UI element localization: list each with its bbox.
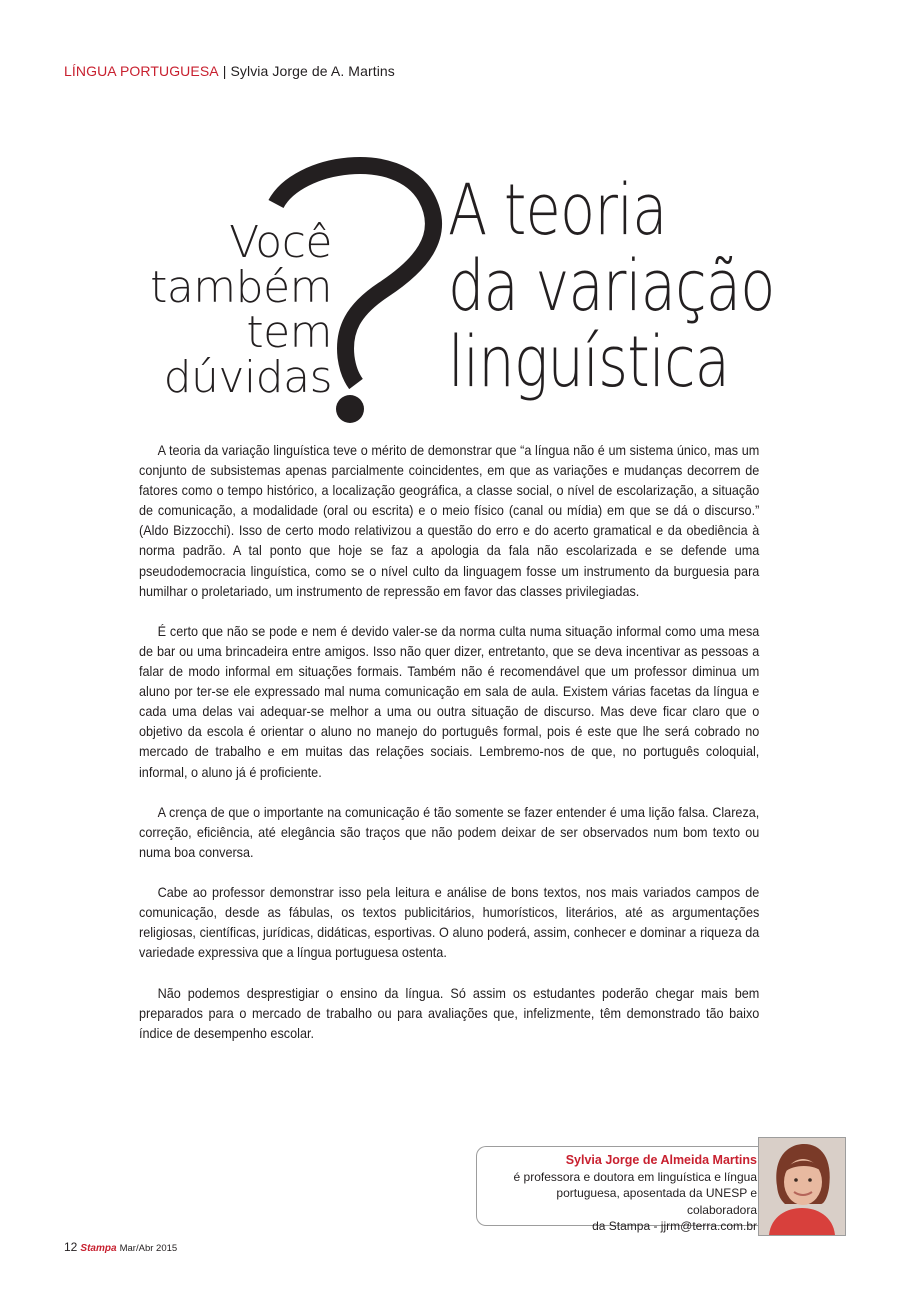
author-photo xyxy=(758,1137,846,1236)
question-mark-graphic xyxy=(258,152,448,442)
article-paragraph: A teoria da variação linguística teve o mérito de demonstrar que “a língua não é um sistema único, mas um conjunto de subsistemas apenas parcialmente coincidentes, em que as variações e mudanças decorrem de fatores como o tempo histórico, a localização geográfica, a classe social, o nível de escolarização, a situação de comunicação, a modalidade (oral ou escrita) e o meio físico (canal ou mídia) em que se dá o discurso.” (Aldo Bizzocchi). Isso de certo modo relativizou a questão do erro e do acerto gramatical e da obediência à norma padrão. A tal ponto que hoje se faz a apologia da fala não escolarizada e se defende uma pseudodemocracia linguística, como se o nível culto da linguagem fosse um instrumento da burguesia para humilhar o proletariado, um instrumento de repressão em favor das classes privilegiadas. xyxy=(139,443,760,599)
question-line: dúvidas xyxy=(163,352,332,403)
section-label: LÍNGUA PORTUGUESA xyxy=(64,63,219,79)
article-paragraph: Cabe ao professor demonstrar isso pela leitura e análise de bons textos, nos mais variados campos de comunicação, desde as fábulas, os textos publicitários, humorísticos, literários, até as argumentações religiosas, científicas, jurídicas, didáticas, esportivas. O aluno poderá, assim, conhecer e dominar a riqueza da variedade expressiva que a língua portuguesa ostenta. xyxy=(139,885,760,961)
article-paragraph: É certo que não se pode e nem é devido valer-se da norma culta numa situação informal como uma mesa de bar ou uma brincadeira entre amigos. Isso não quer dizer, entretanto, que se deva incentivar as pessoas a falar de modo informal em situações formais. Também não é recomendável que um professor diminua um aluno por ter-se ele expressado mal numa comunicação em sala de aula. Existem várias facetas da língua e cada uma delas vai adequar-se melhor a uma ou outra situação de discurso. Mas deve ficar claro que o objetivo da escola é orientar o aluno no manejo do português formal, pois é este que lhe será cobrado no mercado de trabalho e em muitas das relações sociais. Lembremo-nos de que, no português coloquial, informal, o aluno já é proficiente. xyxy=(139,623,760,780)
author-bio-text xyxy=(487,1152,757,1235)
header-author: Sylvia Jorge de A. Martins xyxy=(230,63,395,79)
header-separator: | xyxy=(222,63,227,79)
title-line: da variação xyxy=(448,245,775,327)
author-name: Sylvia Jorge de Almeida Martins xyxy=(565,1153,757,1167)
title-line: A teoria xyxy=(448,169,667,251)
question-mark-dot xyxy=(336,395,364,423)
author-bio-line: da Stampa - jjrm@terra.com.br xyxy=(592,1219,757,1233)
magazine-name: Stampa xyxy=(80,1243,117,1254)
page-number: 12 xyxy=(64,1240,78,1254)
question-line: tem xyxy=(246,307,332,358)
author-bio-line: portuguesa, aposentada da UNESP e colaboradora xyxy=(556,1186,757,1217)
article-title xyxy=(448,169,846,403)
article-body xyxy=(139,441,759,1064)
article-paragraph: A crença de que o importante na comunicação é tão somente se fazer entender é uma lição falsa. Clareza, correção, eficiência, até elegância são traços que não podem deixar de ser observados num bom texto ou numa boa conversa. xyxy=(139,804,760,860)
author-bio-line: é professora e doutora em linguística e língua xyxy=(513,1169,757,1184)
question-line: também xyxy=(150,262,332,313)
question-line: Você xyxy=(229,217,332,268)
article-paragraph: Não podemos desprestigiar o ensino da língua. Só assim os estudantes poderão chegar mais bem preparados para o mercado de trabalho ou para avaliações que, infelizmente, têm demonstrado tão baixo índice de desempenho escolar. xyxy=(139,985,760,1041)
author-portrait-icon xyxy=(759,1138,845,1235)
issue-date: Mar/Abr 2015 xyxy=(119,1243,178,1254)
question-mark-curve xyxy=(276,166,434,384)
title-line: linguística xyxy=(448,321,730,403)
page-footer xyxy=(64,1240,177,1254)
running-header xyxy=(64,63,395,79)
